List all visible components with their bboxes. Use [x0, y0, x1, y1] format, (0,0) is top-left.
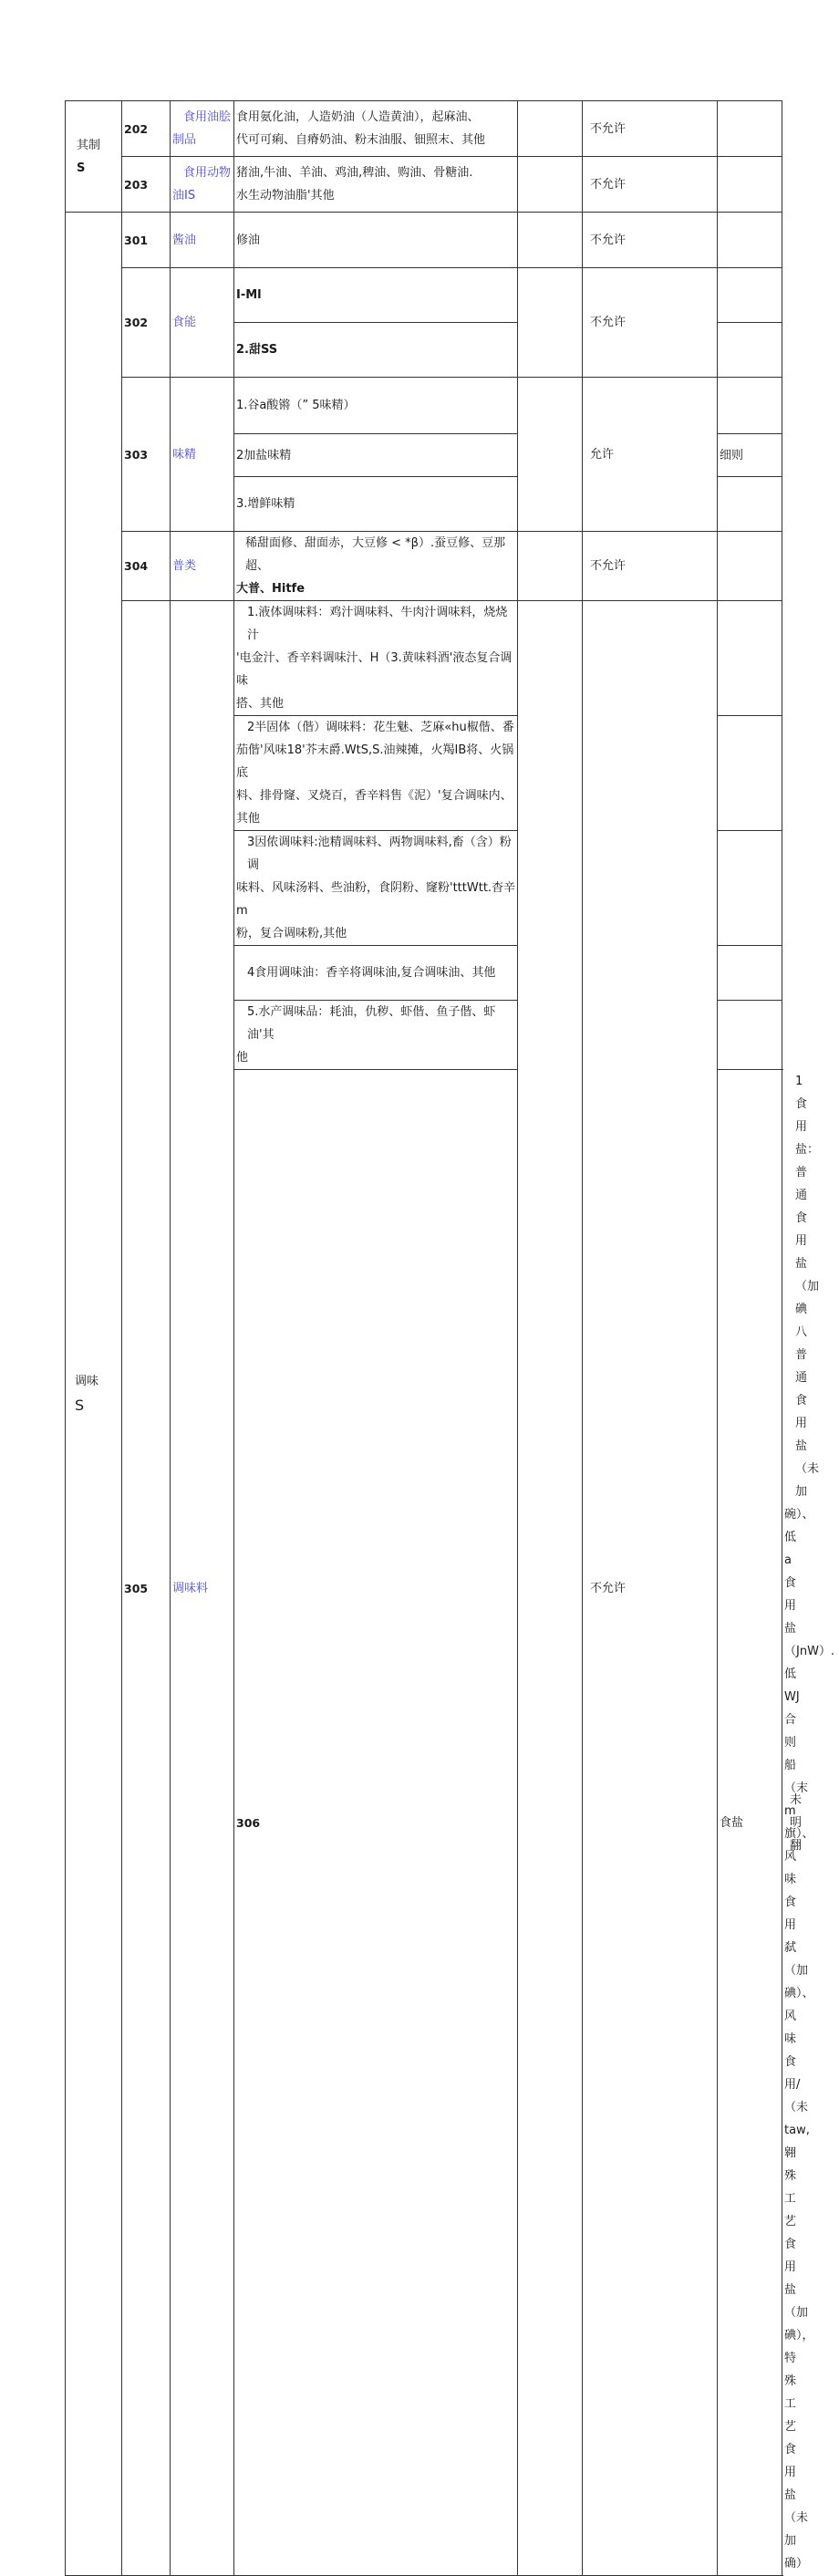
- desc-line: 3因侬调味料:池精调味料、两物调味料,畜（含）粉调: [247, 836, 512, 872]
- desc-cell: 3.增鲜味精: [234, 477, 518, 532]
- code-cell: 202: [122, 101, 171, 157]
- desc-line: 料、排骨窿、叉烧百，香辛料售《泥）'复合调味内、: [236, 789, 513, 803]
- desc-cell: [234, 601, 518, 716]
- desc-cell: [234, 532, 518, 601]
- empty-cell: [718, 477, 782, 532]
- name-line: 油IS: [172, 189, 196, 203]
- desc-line: 味料、风味汤料、些油粉，食阴粉、窿粉'tttWtt.杳辛m: [236, 881, 516, 918]
- name-cell: [171, 157, 234, 213]
- name-cell: 食盐: [718, 1070, 782, 2576]
- code-cell: 303: [122, 378, 171, 532]
- code-cell: 306: [234, 1070, 518, 2576]
- category-label: 其制: [77, 138, 101, 152]
- document-page: [65, 100, 835, 2571]
- desc-line: 其他: [236, 812, 261, 826]
- desc-line: 搭、其他: [236, 697, 285, 711]
- category-label: 调味: [75, 1375, 99, 1388]
- category-suffix: S: [77, 161, 86, 175]
- desc-cell: 1.谷a酸锵（” 5味精）: [234, 378, 518, 434]
- code-cell: 304: [122, 532, 171, 601]
- desc-line: 5.水产调味品：耗油，仇秽、虾偕、鱼子偕、虾油'其: [247, 1005, 496, 1042]
- desc-cell: [234, 101, 518, 157]
- table-row: [66, 532, 782, 601]
- status-cell: 不允许: [583, 268, 718, 378]
- empty-cell: [718, 601, 782, 716]
- empty-cell: [518, 378, 583, 532]
- code-cell: 305: [122, 601, 171, 2576]
- desc-line: '电金汁、香辛料调味汁、H（3.黄味料酒'液态复合调味: [236, 651, 513, 688]
- desc-line: 代可可﻿痢、自瘠奶油、粉末油服、钿照末、其他: [236, 133, 486, 147]
- name-cell: 普类: [171, 532, 234, 601]
- name-line: 制品: [172, 133, 197, 147]
- empty-cell: [718, 831, 782, 946]
- note-cell: 细则: [718, 434, 782, 477]
- name-line: 食用动物: [183, 166, 232, 180]
- empty-cell: [718, 157, 782, 213]
- empty-cell: [718, 378, 782, 434]
- name-cell: 酱油: [171, 213, 234, 268]
- desc-cell: [234, 1001, 518, 1070]
- desc-line: 水生动物油脂'其他: [236, 189, 335, 203]
- table-row: [66, 157, 782, 213]
- table-row: [66, 601, 782, 716]
- code-cell: 203: [122, 157, 171, 213]
- empty-cell: [518, 157, 583, 213]
- desc-line: 茄偕'风味18'芥末爵.WtS,S.油辣摊，火羯IB将、火锅底: [236, 743, 514, 780]
- desc-line: 粉，复合调味粉,其他: [236, 927, 347, 940]
- desc-cell: 2加盐味精: [234, 434, 518, 477]
- status-cell: 允许: [583, 378, 718, 532]
- category-cell-oil: [66, 101, 122, 213]
- empty-cell: [718, 213, 782, 268]
- empty-cell: [518, 213, 583, 268]
- desc-line: 1食用盐：普通食用盐（加碘八普通食用盐（未加: [795, 1075, 820, 1499]
- status-cell: 不允许: [583, 601, 718, 2576]
- table-row: [66, 268, 782, 323]
- status-cell: 不允许: [583, 213, 718, 268]
- desc-cell: 2.甜SS: [234, 323, 518, 378]
- name-cell: [171, 101, 234, 157]
- status-cell: 不允许: [583, 532, 718, 601]
- table-row: [66, 378, 782, 434]
- desc-line: 食用氨化油，人造奶油（人造黄油），起麻油、: [236, 110, 480, 124]
- empty-cell: [718, 268, 782, 323]
- table-row: [66, 213, 782, 268]
- empty-cell: [718, 1001, 782, 1070]
- desc-line: 他: [236, 1051, 249, 1065]
- desc-cell: [234, 831, 518, 946]
- empty-cell: [518, 268, 583, 378]
- desc-cell: [234, 716, 518, 831]
- empty-cell: [718, 532, 782, 601]
- empty-cell: [718, 101, 782, 157]
- desc-line: 1.液体调味料：鸡汁调味料、牛肉汁调味料，烧烧汁: [247, 606, 508, 642]
- status-cell: 不允许: [583, 101, 718, 157]
- table-row: [66, 101, 782, 157]
- table-row: 306 食盐 1食用盐：普通食用盐（加碘八普通食用盐（未加 碗）、低a食用盐（JnW）.低WJ合则船（末m旗）、风 味食用弑（加碘）、风味食用/（未taw,翱殊工艺食用 盐（加碘），特殊工艺食用盐（未加确） 未明翻: [66, 1070, 782, 2576]
- name-cell: 味精: [171, 378, 234, 532]
- food-category-table: [65, 100, 835, 2576]
- category-cell-seasoning: [66, 213, 122, 2576]
- desc-line: 稀甜面修、甜面赤，大豆修 < *β）.蚕豆修、豆那超、: [245, 536, 506, 573]
- name-line: 食用油脍: [183, 110, 232, 124]
- desc-cell: I-Ml: [234, 268, 518, 323]
- code-cell: 301: [122, 213, 171, 268]
- empty-cell: [518, 601, 583, 2576]
- desc-cell: [234, 157, 518, 213]
- empty-cell: [718, 946, 782, 1001]
- empty-cell: [718, 323, 782, 378]
- empty-cell: [518, 532, 583, 601]
- desc-cell: 修油: [234, 213, 518, 268]
- desc-line: 4食用调味油：香辛将调味油,复合调味油、其他: [247, 966, 496, 980]
- desc-cell: [234, 946, 518, 1001]
- desc-line: 大普、Hitfe: [236, 582, 306, 596]
- code-cell: 302: [122, 268, 171, 378]
- empty-cell: [718, 716, 782, 831]
- desc-line: 2半固体（偕）调味料：花生魅、芝麻«hu椒偕、番: [247, 721, 514, 734]
- empty-cell: [518, 101, 583, 157]
- desc-line: 猪油,牛油、羊油、鸡油,稗油、购油、骨糖油.: [236, 166, 473, 180]
- name-cell: 调味料: [171, 601, 234, 2576]
- status-cell: 不允许: [583, 157, 718, 213]
- category-suffix: S: [75, 1397, 85, 1414]
- name-cell: 食能: [171, 268, 234, 378]
